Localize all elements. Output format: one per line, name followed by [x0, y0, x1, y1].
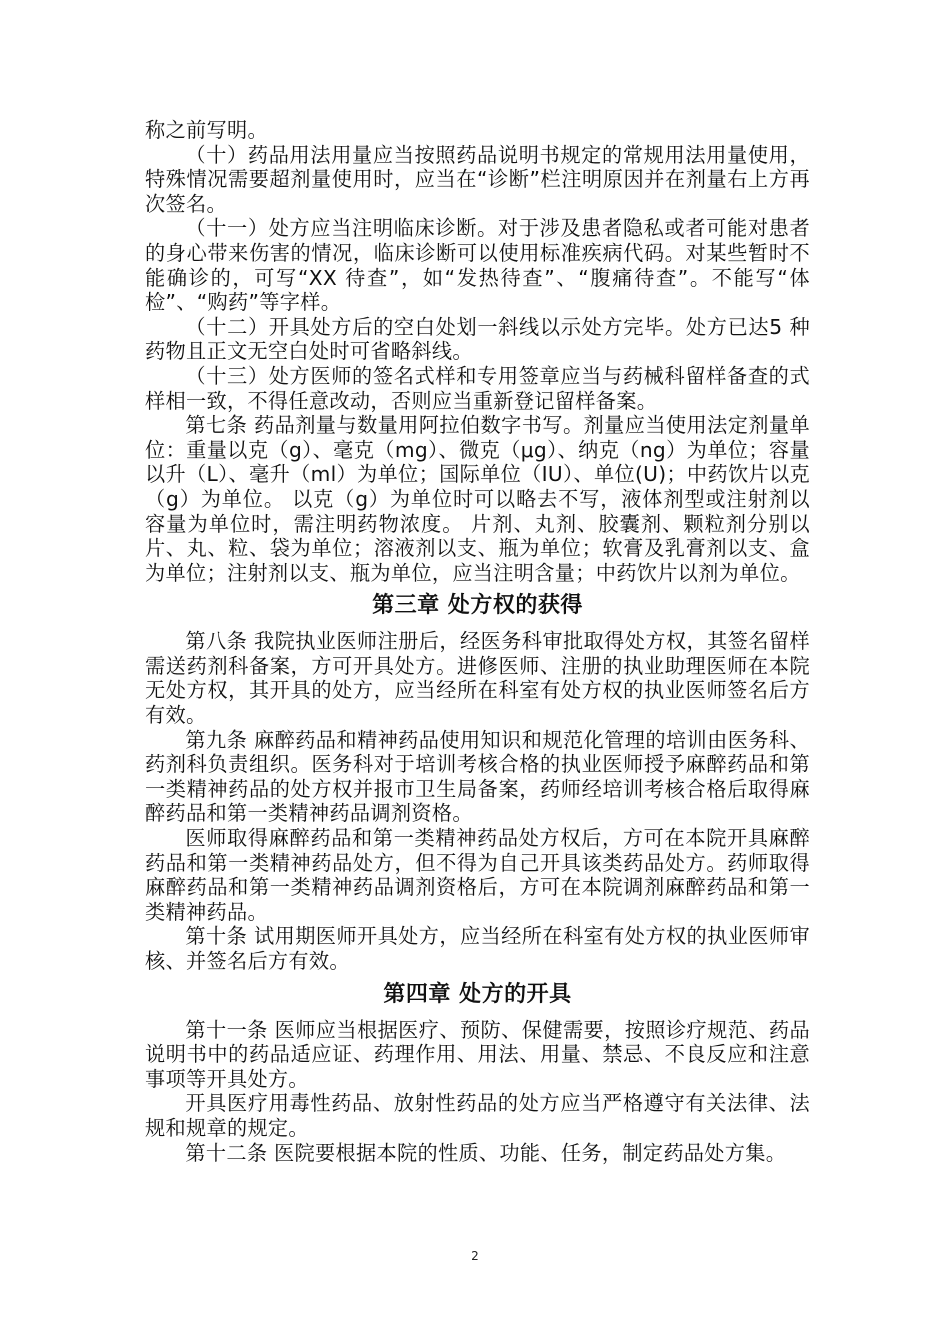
paragraph-item-12: （十二）开具处方后的空白处划一斜线以示处方完毕。处方已达5 种药物且正文无空白处时可省略斜线。 — [145, 314, 810, 364]
chapter-3-heading: 第三章 处方权的获得 — [372, 593, 583, 619]
paragraph-article-7: 第七条 药品剂量与数量用阿拉伯数字书写。剂量应当使用法定剂量单位：重量以克（g）、毫克（mg）、微克（μg）、纳克（ng）为单位；容量以升（L）、毫升（ml）为单位；国际单位（IU）、单位(U)；中药饮片以克（g）为单位。 以克（g）为单位时可以略去不写，液体剂型或注射剂以容量为单位时，需注明药物浓度。 片剂、丸剂、胶囊剂、颗粒剂分别以片、丸、粒、袋为单位；溶液剂以支、瓶为单位；软膏及乳膏剂以支、盒为单位；注射剂以支、瓶为单位，应当注明含量；中药饮片以剂为单位。 — [145, 413, 810, 585]
paragraph-article-12: 第十二条 医院要根据本院的性质、功能、任务，制定药品处方集。 — [185, 1140, 787, 1165]
document-body — [145, 118, 810, 1165]
page-number: 2 — [471, 1249, 479, 1263]
paragraph-article-9: 第九条 麻醉药品和精神药品使用知识和规范化管理的培训由医务科、药剂科负责组织。医务科对于培训考核合格的执业医师授予麻醉药品和第一类精神药品的处方权并报市卫生局备案，药师经培训考核合格后取得麻醉药品和第一类精神药品调剂资格。 — [145, 727, 810, 826]
paragraph-article-8: 第八条 我院执业医师注册后，经医务科审批取得处方权，其签名留样需送药剂科备案，方可开具处方。进修医师、注册的执业助理医师在本院无处方权，其开具的处方，应当经所在科室有处方权的执业医师签名后方有效。 — [145, 629, 810, 728]
paragraph-item-13: （十三）处方医师的签名式样和专用签章应当与药械科留样备查的式样相一致，不得任意改动，否则应当重新登记留样备案。 — [145, 363, 810, 413]
chapter-4-heading: 第四章 处方的开具 — [383, 981, 572, 1007]
paragraph-item-11: （十一）处方应当注明临床诊断。对于涉及患者隐私或者可能对患者的身心带来伤害的情况，临床诊断可以使用标准疾病代码。对某些暂时不能确诊的，可写“XX 待查”，如“发热待查”、“腹痛待查”。不能写“体检”、“购药”等字样。 — [145, 216, 810, 315]
paragraph-article-9-continued: 医师取得麻醉药品和第一类精神药品处方权后，方可在本院开具麻醉药品和第一类精神药品处方，但不得为自己开具该类药品处方。药师取得麻醉药品和第一类精神药品调剂资格后，方可在本院调剂麻醉药品和第一类精神药品。 — [145, 826, 810, 924]
paragraph-item-10: （十）药品用法用量应当按照药品说明书规定的常规用法用量使用，特殊情况需要超剂量使用时，应当在“诊断”栏注明原因并在剂量右上方再次签名。 — [145, 142, 810, 216]
paragraph-article-11: 第十一条 医师应当根据医疗、预防、保健需要，按照诊疗规范、药品说明书中的药品适应证、药理作用、用法、用量、禁忌、不良反应和注意事项等开具处方。 — [145, 1017, 810, 1091]
paragraph-continuation: 称之前写明。 — [145, 118, 268, 142]
paragraph-article-11-continued: 开具医疗用毒性药品、放射性药品的处方应当严格遵守有关法律、法规和规章的规定。 — [145, 1091, 810, 1140]
paragraph-article-10: 第十条 试用期医师开具处方，应当经所在科室有处方权的执业医师审核、并签名后方有效。 — [145, 924, 810, 973]
